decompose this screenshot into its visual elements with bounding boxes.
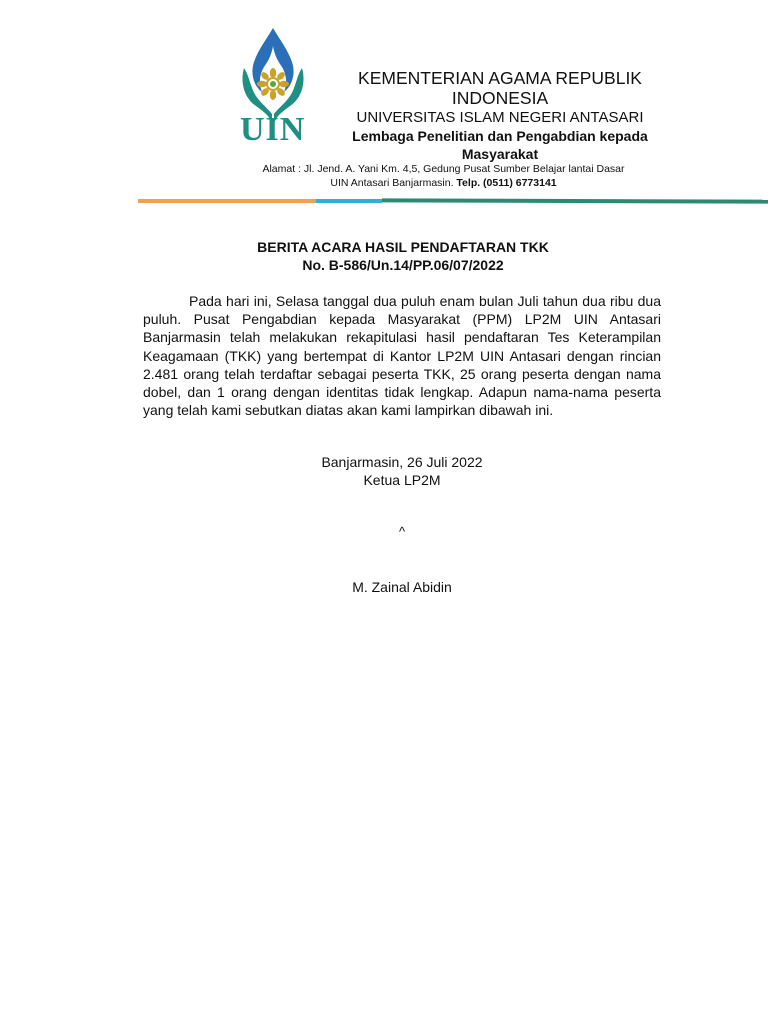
signatory-name: M. Zainal Abidin (352, 579, 452, 595)
address-line-1: Alamat : Jl. Jend. A. Yani Km. 4,5, Gedung Pusat Sumber Belajar lantai Dasar (262, 163, 625, 175)
logo-gold-flower (257, 68, 289, 100)
logo-wordmark: UIN (240, 111, 306, 148)
document-heading (138, 238, 668, 274)
signature-place-date: Banjarmasin, 26 Juli 2022 (321, 454, 483, 470)
signature-role: Ketua LP2M (363, 472, 441, 488)
header-rule-green (382, 198, 768, 203)
letterhead-institute: Lembaga Penelitian dan Pengabdian kepada Masyarakat (352, 128, 648, 162)
header-rule-blue (316, 199, 382, 203)
document-body: Pada hari ini, Selasa tanggal dua puluh enam bulan Juli tahun dua ribu dua puluh. Pusat Pengabdian kepada Masyarakat (PPM) LP2M UIN Antasari Banjarmasin telah melakukan rekapitulasi hasil pendaftaran Tes Keterampilan Keagamaan (TKK) yang bertempat di Kantor LP2M UIN Antasari dengan rincian 2.481 orang telah terdaftar sebagai peserta TKK, 25 orang peserta dengan nama dobel, dan 1 orang dengan identitas tidak lengkap. Adapun nama-nama peserta yang telah kami sebutkan diatas akan kami lampirkan dibawah ini. (143, 293, 661, 419)
document-title: BERITA ACARA HASIL PENDAFTARAN TKK (257, 239, 549, 255)
address-phone: Telp. (0511) 6773141 (456, 177, 557, 189)
letterhead-address (200, 162, 687, 190)
signature-mark: ^ (398, 524, 406, 539)
letterhead-university: UNIVERSITAS ISLAM NEGERI ANTASARI (356, 109, 644, 126)
header-rule-orange (138, 199, 316, 203)
letterhead-ministry: KEMENTERIAN AGAMA REPUBLIK INDONESIA (358, 68, 642, 108)
address-line-2 (200, 176, 687, 190)
address-city: UIN Antasari Banjarmasin. (330, 177, 454, 189)
document-number: No. B-586/Un.14/PP.06/07/2022 (302, 257, 504, 273)
